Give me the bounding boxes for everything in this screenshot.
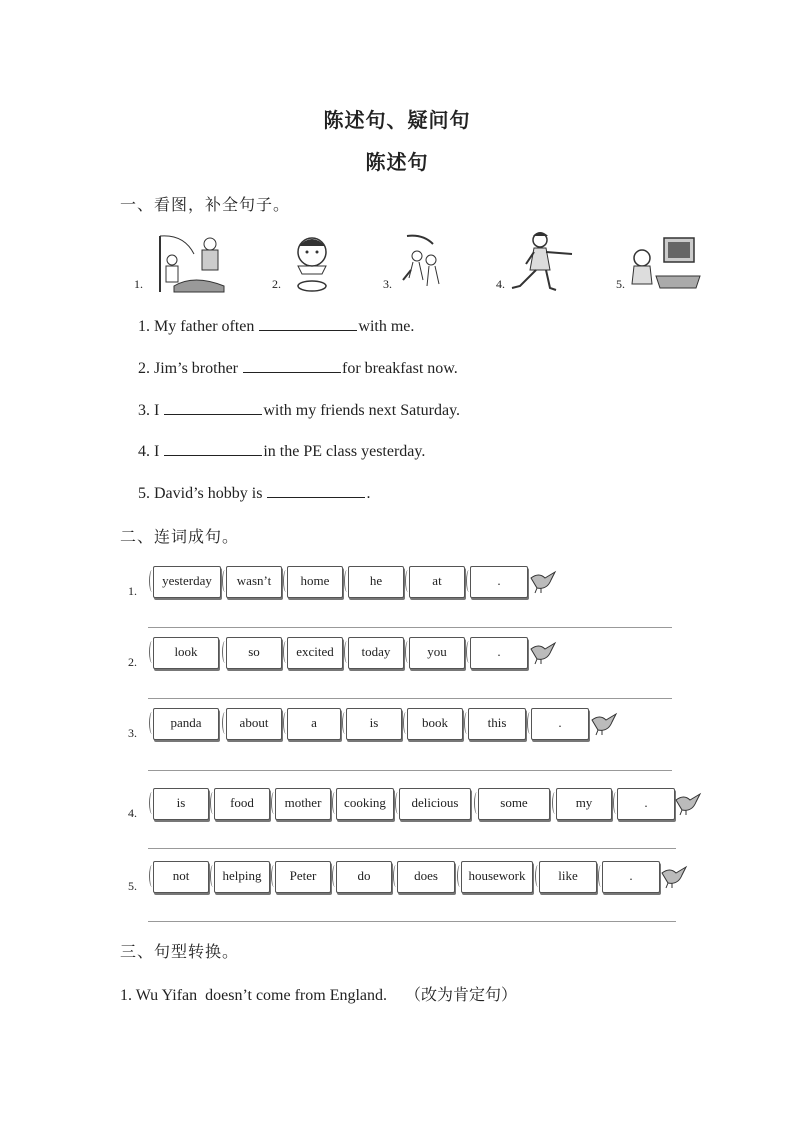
word-card[interactable]: you [409,637,465,669]
page-subtitle: 陈述句 [365,152,429,174]
word-card[interactable]: my [556,788,612,820]
answer-blank[interactable] [164,400,262,415]
sentence-text: for breakfast now. [342,360,458,377]
page-title: 陈述句、疑问句 [323,110,471,132]
sentence-text: 5. David’s hobby is [138,485,267,502]
word-card[interactable]: . [617,788,675,820]
word-card[interactable]: do [336,861,392,893]
computer-icon [616,230,702,294]
sentence-text: 1. My father often [138,318,259,335]
word-card[interactable]: . [470,566,528,598]
picture-4 [496,230,578,294]
word-card[interactable]: today [348,637,404,669]
picture-2 [272,230,342,294]
word-card[interactable]: mother [275,788,331,820]
word-card[interactable]: does [397,861,455,893]
sentence-text: in the PE class yesterday. [263,443,426,460]
word-card[interactable]: at [409,566,465,598]
sentence-text: 3. I [138,402,164,419]
word-card[interactable]: book [407,708,463,740]
climbing-icon [383,230,453,294]
word-card[interactable]: helping [214,861,270,893]
sentence-text: with my friends next Saturday. [263,402,461,419]
picture-1 [134,230,230,294]
word-card[interactable]: is [346,708,402,740]
word-card[interactable]: excited [287,637,343,669]
row-number: 4. [128,806,137,820]
row-number: 1. [128,584,137,598]
row-number: 5. [128,879,137,893]
word-card[interactable]: so [226,637,282,669]
bird-icon [590,710,620,736]
word-card[interactable]: delicious [399,788,471,820]
word-card[interactable]: food [214,788,270,820]
sentence-3 [138,400,460,420]
question-hint: （改为肯定句） [405,987,518,1004]
picture-number: 4. [496,277,505,291]
picture-number: 2. [272,277,281,291]
word-card[interactable]: cooking [336,788,394,820]
word-card[interactable]: yesterday [153,566,221,598]
word-card[interactable]: some [478,788,550,820]
word-card[interactable]: about [226,708,282,740]
word-card[interactable]: . [470,637,528,669]
bird-icon [529,639,559,665]
sentence-text: with me. [358,318,415,335]
word-row-1 [0,566,794,606]
answer-blank[interactable] [259,316,357,331]
word-card[interactable]: this [468,708,526,740]
word-row-5 [0,861,794,901]
word-card[interactable]: wasn’t [226,566,282,598]
word-row-4 [0,788,794,828]
section3-heading: 三、句型转换。 [120,944,240,961]
picture-number: 1. [134,277,143,291]
question-1 [120,982,517,1005]
answer-line[interactable] [148,921,676,922]
word-card[interactable]: is [153,788,209,820]
bird-icon [529,568,559,594]
word-card[interactable]: not [153,861,209,893]
answer-line[interactable] [148,698,672,699]
eating-icon [272,230,342,294]
word-row-2 [0,637,794,677]
answer-blank[interactable] [267,483,365,498]
word-card[interactable]: housework [461,861,533,893]
dancing-icon [496,230,578,294]
word-card[interactable]: Peter [275,861,331,893]
word-card[interactable]: . [531,708,589,740]
sentence-2 [138,358,458,378]
picture-number: 3. [383,277,392,291]
word-card[interactable]: a [287,708,341,740]
picture-3 [383,230,453,294]
word-card[interactable]: look [153,637,219,669]
sentence-text: 2. Jim’s brother [138,360,242,377]
fishing-icon [134,230,230,294]
answer-blank[interactable] [164,441,262,456]
bird-icon [660,863,690,889]
question-text: 1. Wu Yifan doesn’t come from England. [120,987,388,1004]
section2-heading: 二、连词成句。 [120,529,240,546]
sentence-4 [138,441,425,461]
section1-heading: 一、看图，补全句子。 [120,197,291,214]
sentence-text: 4. I [138,443,164,460]
bird-icon [674,790,704,816]
answer-blank[interactable] [243,358,341,373]
row-number: 2. [128,655,137,669]
sentence-5 [138,483,370,503]
word-card[interactable]: like [539,861,597,893]
word-row-3 [0,708,794,748]
word-card[interactable]: he [348,566,404,598]
sentence-1 [138,316,414,336]
answer-line[interactable] [148,627,672,628]
picture-number: 5. [616,277,625,291]
sentence-text: . [366,485,371,502]
answer-line[interactable] [148,770,672,771]
answer-line[interactable] [148,848,676,849]
row-number: 3. [128,726,137,740]
word-card[interactable]: panda [153,708,219,740]
picture-5 [616,230,702,294]
word-card[interactable]: . [602,861,660,893]
word-card[interactable]: home [287,566,343,598]
